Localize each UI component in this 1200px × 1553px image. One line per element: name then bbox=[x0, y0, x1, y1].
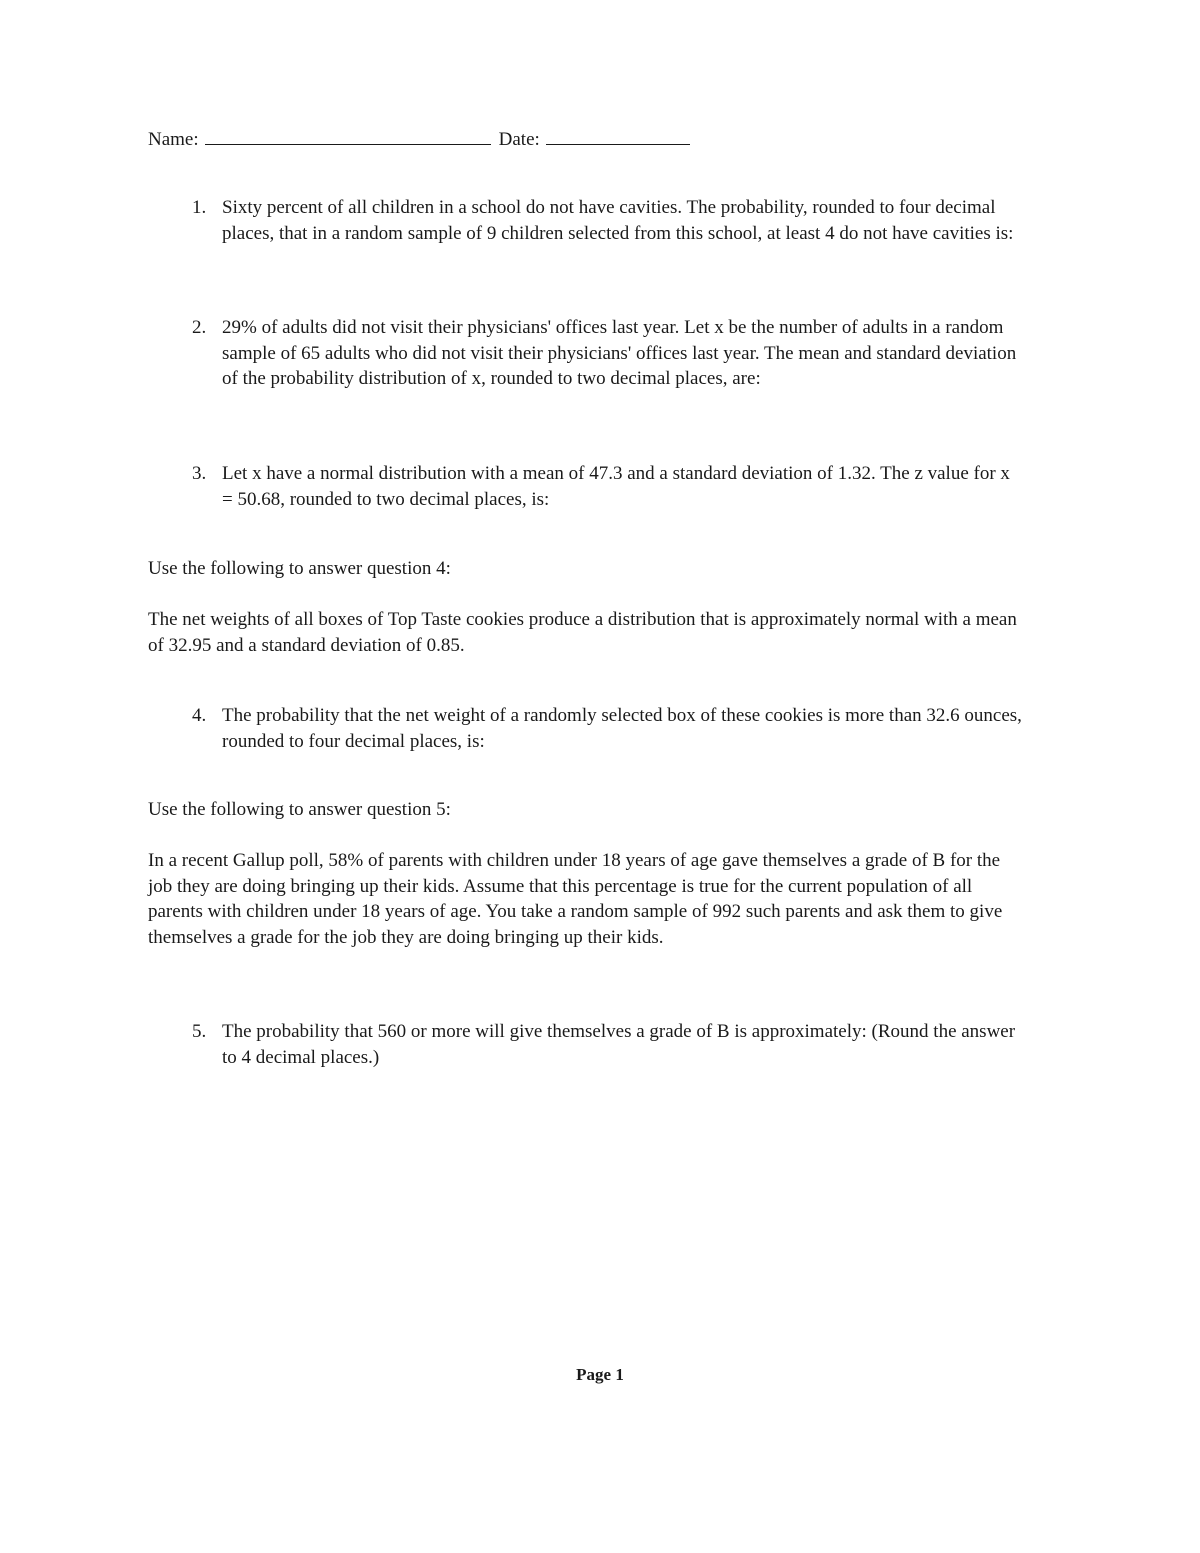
date-label: Date: bbox=[498, 129, 540, 150]
page-number: Page 1 bbox=[576, 1365, 624, 1384]
question-text: The probability that 560 or more will give themselves a grade of B is approximately: (Round the answer to 4 decimal places.) bbox=[222, 1021, 1016, 1068]
header-name-date bbox=[148, 126, 690, 153]
question-2 bbox=[192, 315, 1022, 392]
question-text: Sixty percent of all children in a school do not have cavities. The probability, rounded to four decimal places, that in a random sample of 9 children selected from this school, at least 4 do not have cavities is: bbox=[222, 197, 1014, 244]
question-number: 1. bbox=[192, 197, 207, 218]
question-number: 3. bbox=[192, 463, 207, 484]
question-number: 5. bbox=[192, 1021, 207, 1042]
q4-context: The net weights of all boxes of Top Taste cookies produce a distribution that is approximately normal with a mean of 32.95 and a standard deviation of 0.85. bbox=[148, 609, 1017, 656]
date-blank-line[interactable] bbox=[546, 126, 690, 145]
question-5 bbox=[192, 1019, 1022, 1070]
q4-intro: Use the following to answer question 4: bbox=[148, 558, 451, 579]
question-number: 2. bbox=[192, 317, 207, 338]
question-4 bbox=[192, 703, 1022, 754]
question-3 bbox=[192, 461, 1022, 512]
question-text: Let x have a normal distribution with a mean of 47.3 and a standard deviation of 1.32. The z value for x = 50.68, rounded to two decimal places, is: bbox=[222, 463, 1010, 510]
question-number: 4. bbox=[192, 705, 207, 726]
question-text: 29% of adults did not visit their physicians' offices last year. Let x be the number of adults in a random sample of 65 adults who did not visit their physicians' offices last year. The mean and standard deviation of the probability distribution of x, rounded to two decimal places, are: bbox=[222, 317, 1017, 389]
question-1 bbox=[192, 195, 1022, 246]
q5-intro: Use the following to answer question 5: bbox=[148, 799, 451, 820]
name-blank-line[interactable] bbox=[205, 126, 491, 145]
q5-context: In a recent Gallup poll, 58% of parents with children under 18 years of age gave themselves a grade of B for the job they are doing bringing up their kids. Assume that this percentage is true for the current population of all parents with children under 18 years of age. You take a random sample of 992 such parents and ask them to give themselves a grade for the job they are doing bringing up their kids. bbox=[148, 850, 1003, 948]
name-label: Name: bbox=[148, 129, 199, 150]
question-text: The probability that the net weight of a randomly selected box of these cookies is more than 32.6 ounces, rounded to four decimal places, is: bbox=[222, 705, 1022, 752]
